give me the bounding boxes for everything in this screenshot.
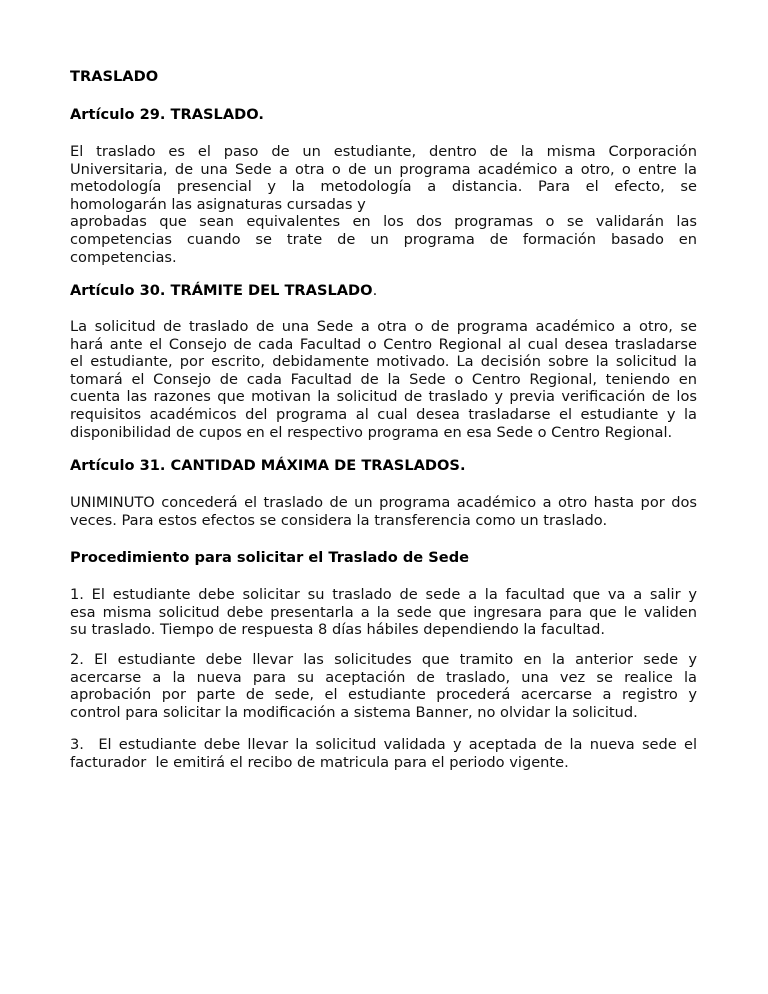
article-31-body [70, 494, 697, 529]
text-line: su traslado. Tiempo de respuesta 8 días hábiles dependiendo la facultad. [70, 621, 605, 639]
text-line: La solicitud de traslado de una Sede a otra o de programa académico a otro, se [70, 318, 697, 335]
article-30-heading-suffix: . [372, 282, 378, 299]
text-line: el estudiante, por escrito, debidamente motivado. La decisión sobre la solicitud la [70, 353, 697, 371]
procedure-heading: Procedimiento para solicitar el Traslado de Sede [70, 549, 470, 566]
article-29-body [70, 143, 697, 266]
text-line: El traslado es el paso de un estudiante, dentro de la misma Corporación [70, 143, 697, 160]
text-line: aprobación por parte de sede, el estudiante procederá acercarse a registro y [70, 686, 697, 704]
text-line: cuenta las razones que motivan la solicitud de traslado y previa verificación de los [70, 388, 697, 406]
text-line: homologarán las asignaturas cursadas y [70, 195, 366, 213]
text-line: 3. El estudiante debe llevar la solicitud validada y aceptada de la nueva sede el [70, 736, 697, 753]
text-line: requisitos académicos del programa al cual desea trasladarse el estudiante y la [70, 405, 697, 423]
text-line: control para solicitar la modificación a sistema Banner, no olvidar la solicitud. [70, 703, 638, 721]
article-29-heading: Artículo 29. TRASLADO. [70, 106, 264, 123]
text-line: facturador le emitirá el recibo de matricula para el periodo vigente. [70, 753, 569, 771]
text-line: veces. Para estos efectos se considera la transferencia como un traslado. [70, 511, 608, 529]
text-line: disponibilidad de cupos en el respectivo programa en esa Sede o Centro Regional. [70, 423, 673, 441]
text-line: UNIMINUTO concederá el traslado de un programa académico a otro hasta por dos [70, 494, 697, 511]
text-line: competencias. [70, 248, 177, 266]
text-line: competencias cuando se trate de un programa de formación basado en [70, 230, 697, 248]
text-line: hará ante el Consejo de cada Facultad o Centro Regional al cual desea trasladarse [70, 335, 697, 353]
text-line: 1. El estudiante debe solicitar su traslado de sede a la facultad que va a salir y [70, 586, 697, 603]
article-30-heading [70, 282, 697, 300]
procedure-step-3 [70, 736, 697, 771]
text-line: tomará el Consejo de cada Facultad de la Sede o Centro Regional, teniendo en [70, 370, 697, 388]
text-line: acercarse a la nueva para su aceptación de traslado, una vez se realice la [70, 668, 697, 686]
text-line: metodología presencial y la metodología a distancia. Para el efecto, se [70, 178, 697, 196]
procedure-step-1 [70, 586, 697, 639]
section-title: TRASLADO [70, 68, 159, 85]
text-line: esa misma solicitud debe presentarla a la sede que ingresara para que le validen [70, 603, 697, 621]
text-line: aprobadas que sean equivalentes en los dos programas o se validarán las [70, 213, 697, 231]
article-31-heading: Artículo 31. CANTIDAD MÁXIMA DE TRASLADOS. [70, 457, 466, 474]
article-30-body [70, 318, 697, 441]
text-line: Universitaria, de una Sede a otra o de un programa académico a otro, o entre la [70, 160, 697, 178]
text-line: 2. El estudiante debe llevar las solicitudes que tramito en la anterior sede y [70, 651, 697, 668]
article-30-heading-text: Artículo 30. TRÁMITE DEL TRASLADO [70, 282, 373, 299]
procedure-step-2 [70, 651, 697, 721]
